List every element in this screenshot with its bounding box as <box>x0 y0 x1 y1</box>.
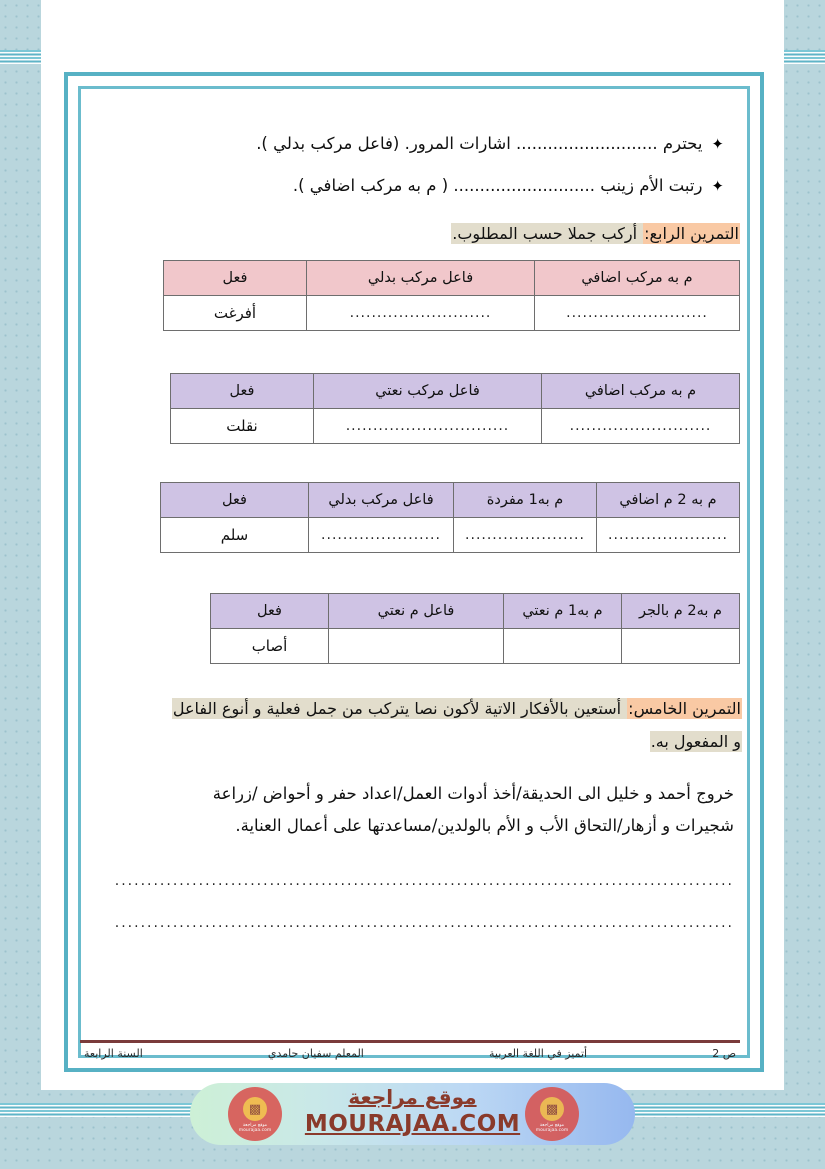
logo-book-icon: ▩ <box>540 1097 564 1121</box>
verb-cell: سلم <box>161 518 309 553</box>
table-header-row <box>211 594 740 629</box>
page-footer <box>80 1040 740 1060</box>
footer-level: السنة الرابعة <box>84 1047 143 1060</box>
exercise-5-instruction-line1: أستعين بالأفكار الاتية لأكون نصا يتركب من جمل فعلية و أنوع الفاعل <box>172 699 627 719</box>
bullet-item <box>80 132 748 157</box>
bullet-item <box>80 174 748 199</box>
column-header: فعل <box>164 261 307 296</box>
bottom-watermark-banner <box>0 1075 825 1169</box>
footer-divider <box>80 1040 740 1043</box>
table-header-row <box>161 483 740 518</box>
exercise-4-instruction: أركب جملا حسب المطلوب. <box>452 223 643 243</box>
column-header: فعل <box>171 374 314 409</box>
table-header-row <box>171 374 740 409</box>
column-header: م به1 م نعتي <box>504 594 622 629</box>
paragraph-line: خروج أحمد و خليل الى الحديقة/أخذ أدوات العمل/اعداد حفر و أحواض /زراعة <box>212 784 734 804</box>
table-container <box>80 373 748 444</box>
table-asaba <box>210 593 740 664</box>
table-container <box>80 482 748 553</box>
column-header: فاعل م نعتي <box>329 594 504 629</box>
verb-cell: أصاب <box>211 629 329 664</box>
table-row <box>161 518 740 553</box>
bullet-text: رتبت الأم زينب ........................... ( م به مركب اضافي ). <box>292 175 703 195</box>
table-container <box>80 260 748 331</box>
table-row <box>164 296 740 331</box>
logo-caption-en: mourajaa.com <box>535 1128 569 1134</box>
column-header: فاعل مركب نعتي <box>314 374 542 409</box>
column-header: فعل <box>211 594 329 629</box>
table-row <box>171 409 740 444</box>
exercise-4-heading <box>80 221 748 247</box>
star-bullet-icon: ✦ <box>711 135 724 153</box>
footer-teacher: المعلم سفيان حامدي <box>267 1047 364 1060</box>
column-header: م به 2 م اضافي <box>597 483 740 518</box>
answer-cell[interactable]: ...................... <box>309 518 454 553</box>
exercise-5-heading <box>80 694 748 756</box>
footer-row <box>80 1047 740 1060</box>
logo-caption-ar: موقع مراجعة <box>539 1122 565 1128</box>
logo-caption-en: mourajaa.com <box>238 1128 272 1134</box>
answer-writing-line[interactable]: ................................................................................................ <box>114 914 734 931</box>
answer-cell[interactable] <box>329 629 504 664</box>
answer-cell[interactable] <box>622 629 740 664</box>
table-naqalat <box>170 373 740 444</box>
column-header: فاعل مركب بدلي <box>307 261 535 296</box>
verb-cell: أفرغت <box>164 296 307 331</box>
answer-cell[interactable]: .......................... <box>542 409 740 444</box>
answer-cell[interactable]: .......................... <box>307 296 535 331</box>
star-bullet-icon: ✦ <box>711 176 724 195</box>
worksheet-content <box>80 92 748 1052</box>
exercise-5-instruction-line2: و المفعول به. <box>650 731 741 751</box>
watermark-arabic-title: موقع مراجعة <box>348 1085 477 1109</box>
exercise-5-idea-paragraph <box>80 778 748 842</box>
column-header: فعل <box>161 483 309 518</box>
column-header: م به1 مفردة <box>454 483 597 518</box>
answer-cell[interactable]: .......................... <box>535 296 740 331</box>
exercise-5-label: التمرين الخامس: <box>628 699 741 719</box>
answer-cell[interactable]: ...................... <box>597 518 740 553</box>
watermark-site-url: MOURAJAA.COM <box>304 1111 521 1137</box>
verb-cell: نقلت <box>171 409 314 444</box>
table-row <box>211 629 740 664</box>
exercise-4-label: التمرين الرابع: <box>644 223 739 243</box>
answer-cell[interactable]: .............................. <box>314 409 542 444</box>
logo-book-icon: ▩ <box>243 1097 267 1121</box>
answer-cell[interactable]: ...................... <box>454 518 597 553</box>
column-header: فاعل مركب بدلي <box>309 483 454 518</box>
column-header: م به مركب اضافي <box>535 261 740 296</box>
footer-page-number: ص 2 <box>712 1047 736 1060</box>
column-header: م به مركب اضافي <box>542 374 740 409</box>
table-container <box>80 593 748 664</box>
table-sallama <box>160 482 740 553</box>
bullet-text: يحترم ........................... اشارات المرور. (فاعل مركب بدلي ). <box>256 134 703 153</box>
table-header-row <box>164 261 740 296</box>
answer-writing-line[interactable]: ................................................................................................ <box>114 872 734 889</box>
answer-cell[interactable] <box>504 629 622 664</box>
logo-caption-ar: موقع مراجعة <box>242 1122 268 1128</box>
column-header: م به2 م بالجر <box>622 594 740 629</box>
table-afraghat <box>163 260 740 331</box>
paragraph-line: شجيرات و أزهار/التحاق الأب و الأم بالولدين/مساعدتها على أعمال العناية. <box>235 816 734 836</box>
footer-subject: أتميز في اللغة العربية <box>488 1047 588 1060</box>
